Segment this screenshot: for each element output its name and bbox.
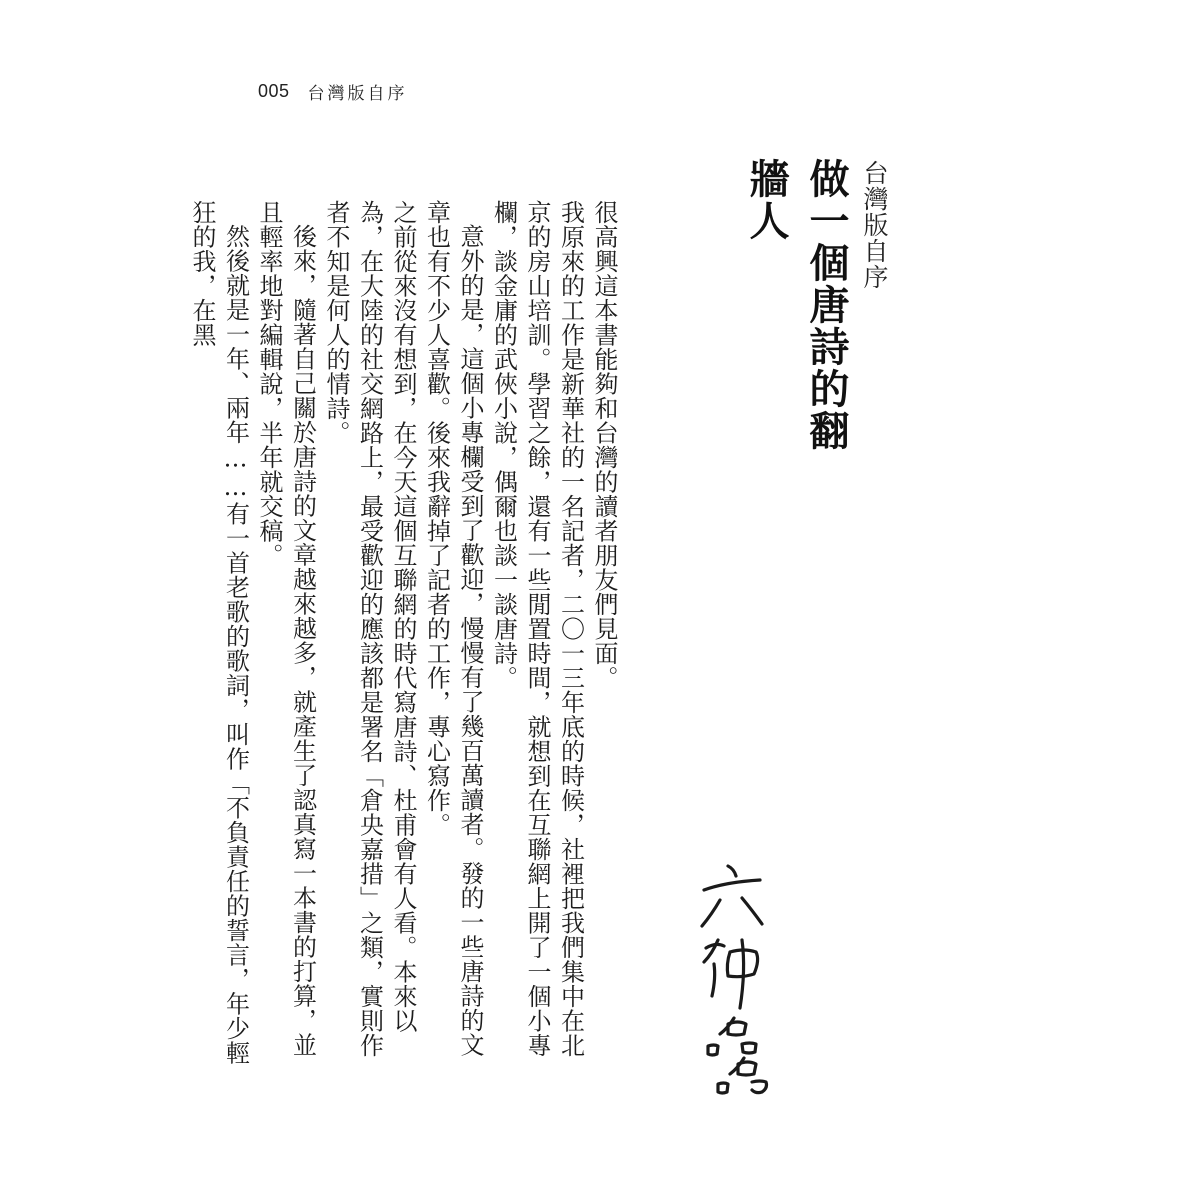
body-text <box>188 200 620 1070</box>
paragraph-2: 我原來的工作是新華社的一名記者，二〇一三年底的時候，社裡把我們集中在北京的房山培訓。學習之餘，還有一些閒置時間，就想到在互聯網上開了一個小專欄，談金庸的武俠小說，偶爾也談一談唐詩。 <box>489 200 585 1058</box>
paragraph-6: 然後就是一年、兩年……有一首老歌的歌詞，叫作「不負責任的誓言，年少輕狂的我，在黑 <box>188 200 250 1065</box>
running-header <box>258 76 408 106</box>
chapter-title: 做一個唐詩的翻牆人 <box>743 158 850 452</box>
paragraph-4: 之前從來沒有想到，在今天這個互聯網的時代寫唐詩、杜甫會有人看。本來以為，在大陸的社交網路上，最受歡迎的應該都是署名「倉央嘉措」之類，實則作者不知是何人的情詩。 <box>322 200 417 1058</box>
paragraph-5: 後來，隨著自己關於唐詩的文章越來越多，就產生了認真寫一本書的打算，並且輕率地對編輯說，半年就交稿。 <box>255 200 317 1057</box>
section-label: 台灣版自序 <box>860 160 889 290</box>
paragraph-3: 意外的是，這個小專欄受到了歡迎，慢慢有了幾百萬讀者。發的一些唐詩的文章也有不少人喜歡。後來我辭掉了記者的工作，專心寫作。 <box>422 200 484 1057</box>
signature-drawing <box>690 860 780 1100</box>
paragraph-1: 很高興這本書能夠和台灣的讀者朋友們見面。 <box>590 200 618 690</box>
running-header-title: 台灣版自序 <box>307 83 408 104</box>
page-number: 005 <box>258 80 290 101</box>
author-signature <box>690 860 780 1100</box>
